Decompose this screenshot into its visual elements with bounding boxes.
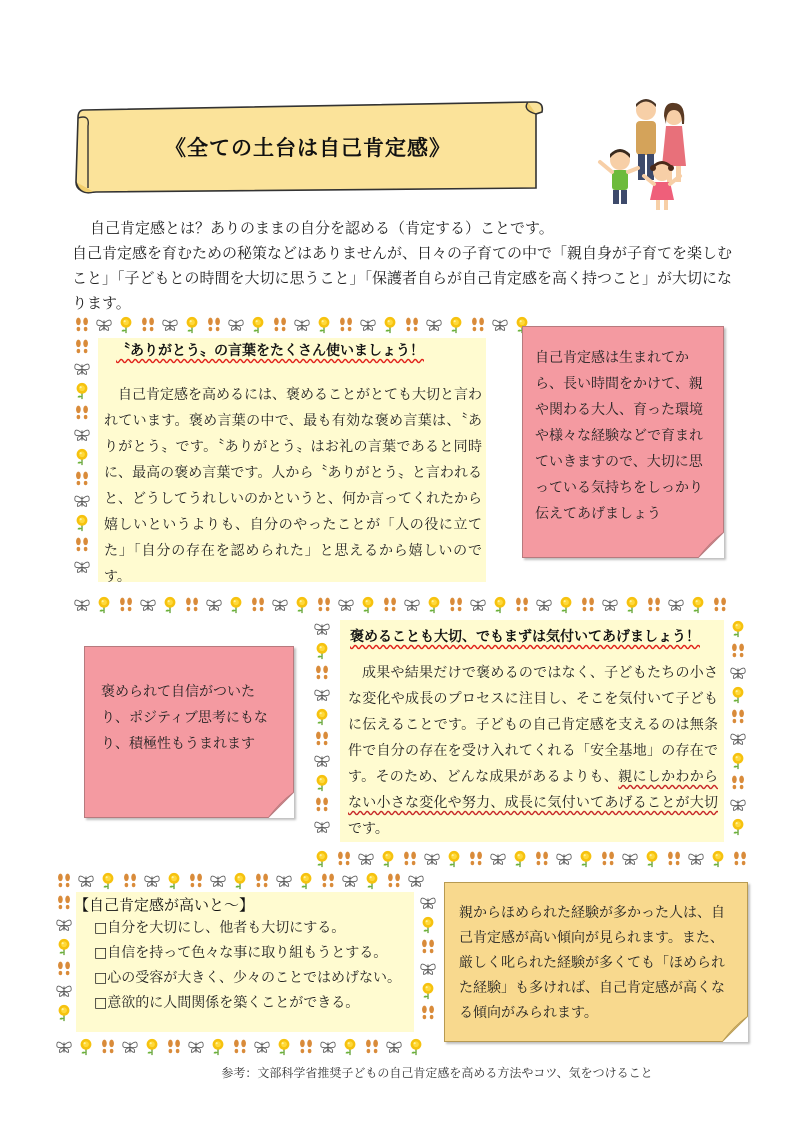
note3-text: 親からほめられた経験が多かった人は、自己肯定感が高い傾向が見られます。また、厳しく叱られた経験が多くても「ほめられた経験」も多ければ、自己肯定感が高くなる傾向がみられます。 [459, 905, 725, 1021]
butterfly-icon [340, 872, 360, 890]
flower-icon [406, 1038, 426, 1056]
butterfly-icon [728, 664, 748, 682]
section3-border-bottom [54, 1038, 438, 1056]
section1-border-top [72, 316, 552, 334]
butterfly-icon [72, 596, 92, 614]
flower-icon [418, 982, 438, 1000]
footprint-icon [312, 664, 332, 682]
butterfly-icon [312, 752, 332, 770]
butterfly-icon [418, 894, 438, 912]
butterfly-icon [226, 316, 246, 334]
butterfly-icon [186, 1038, 206, 1056]
flower-icon [292, 596, 312, 614]
footprint-icon [314, 596, 334, 614]
butterfly-icon [424, 316, 444, 334]
butterfly-icon [138, 596, 158, 614]
butterfly-icon [318, 1038, 338, 1056]
flower-icon [72, 514, 92, 532]
page-fold-icon [268, 792, 294, 818]
flower-icon [358, 596, 378, 614]
footprint-icon [318, 872, 338, 890]
footer-reference: 参考：文部科学省推奨子どもの自己肯定感を高める方法やコツ、気をつけること [221, 1066, 653, 1080]
section3-panel [76, 892, 414, 1032]
butterfly-icon [72, 558, 92, 576]
butterfly-icon [534, 596, 554, 614]
section2-border-right [728, 620, 750, 850]
section2-border-left [312, 620, 334, 850]
footprint-icon [296, 1038, 316, 1056]
butterfly-icon [252, 1038, 272, 1056]
section2-body-after: です。 [348, 821, 389, 837]
flower-icon [312, 850, 332, 868]
butterfly-icon [468, 596, 488, 614]
footprint-icon [54, 960, 74, 978]
flower-icon [362, 872, 382, 890]
butterfly-icon [384, 1038, 404, 1056]
flower-icon [248, 316, 268, 334]
flower-icon [728, 752, 748, 770]
note-pink-1 [522, 326, 724, 558]
footprint-icon [72, 470, 92, 488]
butterfly-icon [94, 316, 114, 334]
butterfly-icon [728, 730, 748, 748]
family-illustration [596, 96, 696, 212]
section1-heading: 〝ありがとう〟の言葉をたくさん使いましょう！ [116, 343, 424, 359]
flower-icon [340, 1038, 360, 1056]
footprint-icon [72, 316, 92, 334]
flower-icon [72, 448, 92, 466]
butterfly-icon [488, 850, 508, 868]
section1-border-bottom [72, 596, 752, 614]
footprint-icon [644, 596, 664, 614]
section2-body-before: 成果や結果だけで褒めるのではなく、子どもたちの小さな変化や成長のプロセスに注目し、そこを気付いて子どもに伝えることです。子どもの自己肯定感を支えるのは無条件で自分の存在を受け入れてくれる「安全基地」の存在です。そのため、どんな成果があるよりも、 [348, 665, 718, 785]
butterfly-icon [160, 316, 180, 334]
title-scroll-banner [70, 96, 546, 200]
note1-text: 自己肯定感は生まれてから、長い時間をかけて、親や関わる大人、育った環境や様々な経験などで育まれていきますので、大切に思っている気持ちをしっかり伝えてあげましょう [535, 350, 703, 522]
flower-icon [556, 596, 576, 614]
footprint-icon [418, 938, 438, 956]
footprint-icon [446, 596, 466, 614]
note2-text: 褒められて自信がついたり、ポジティブ思考にもなり、積極性もうまれます [101, 684, 268, 752]
butterfly-icon [406, 872, 426, 890]
footprint-icon [252, 872, 272, 890]
flower-icon [54, 1004, 74, 1022]
butterfly-icon [358, 316, 378, 334]
flower-icon [688, 596, 708, 614]
checklist-item: □心の受容が大きく、少々のことではめげない。 [94, 970, 401, 986]
footprint-icon [138, 316, 158, 334]
butterfly-icon [204, 596, 224, 614]
flower-icon [94, 596, 114, 614]
intro-line-2: 自己肯定感を育むための秘策などはありませんが、日々の子育ての中で「親自身が子育てを楽しむこと」「子どもとの時間を大切に思うこと」「保護者自らが自己肯定感を高く持つこと」が大切になります。 [72, 244, 733, 312]
flower-icon [312, 708, 332, 726]
butterfly-icon [312, 620, 332, 638]
footprint-icon [270, 316, 290, 334]
butterfly-icon [666, 596, 686, 614]
section3-border-top [54, 872, 438, 890]
footprint-icon [204, 316, 224, 334]
section1-panel [98, 338, 486, 585]
flower-icon [116, 316, 136, 334]
footprint-icon [710, 596, 730, 614]
butterfly-icon [554, 850, 574, 868]
note-tan-3 [444, 882, 748, 1042]
footprint-icon [512, 596, 532, 614]
footprint-icon [248, 596, 268, 614]
flower-icon [490, 596, 510, 614]
checklist-item: □自分を大切にし、他者も大切にする。 [94, 920, 346, 936]
footprint-icon [598, 850, 618, 868]
footprint-icon [728, 642, 748, 660]
flower-icon [576, 850, 596, 868]
butterfly-icon [418, 960, 438, 978]
butterfly-icon [72, 492, 92, 510]
footprint-icon [182, 596, 202, 614]
section2-body-underlined: 親にしかわからない小さな変化や努力、成長に気付いてあげることが大切 [348, 769, 718, 811]
butterfly-icon [72, 360, 92, 378]
flower-icon [98, 872, 118, 890]
flower-icon [314, 316, 334, 334]
section3-heading: 【自己肯定感が高いと～】 [74, 896, 255, 914]
butterfly-icon [54, 1038, 74, 1056]
butterfly-icon [600, 596, 620, 614]
flower-icon [76, 1038, 96, 1056]
butterfly-icon [76, 872, 96, 890]
butterfly-icon [72, 426, 92, 444]
butterfly-icon [312, 686, 332, 704]
flower-icon [142, 1038, 162, 1056]
flower-icon [446, 316, 466, 334]
section3-border-right [418, 894, 440, 1034]
butterfly-icon [620, 850, 640, 868]
section2-body [348, 660, 718, 842]
footprint-icon [54, 872, 74, 890]
footprint-icon [402, 316, 422, 334]
footprint-icon [730, 850, 750, 868]
flower-icon [424, 596, 444, 614]
footprint-icon [418, 1004, 438, 1022]
flower-icon [418, 916, 438, 934]
checklist-item: □意欲的に人間関係を築くことができる。 [94, 995, 360, 1011]
flower-icon [226, 596, 246, 614]
section2-panel [340, 620, 724, 842]
butterfly-icon [422, 850, 442, 868]
flower-icon [164, 872, 184, 890]
flower-icon [160, 596, 180, 614]
footprint-icon [164, 1038, 184, 1056]
butterfly-icon [120, 1038, 140, 1056]
flower-icon [296, 872, 316, 890]
section1-body: 自己肯定感を高めるには、褒めることがとても大切と言われています。褒め言葉の中で、最も有効な褒め言葉は、〝ありがとう〟です。〝ありがとう〟はお礼の言葉であると同時に、最高の褒め言葉です。人から〝ありがとう〟と言われると、どうしてうれしいのかというと、何か言ってくれたから嬉しいというよりも、自分のやったことが「人の役に立てた」「自分の存在を認められた」と思えるから嬉しいのです。 [104, 387, 482, 585]
footprint-icon [54, 894, 74, 912]
footprint-icon [334, 850, 354, 868]
footprint-icon [728, 708, 748, 726]
butterfly-icon [142, 872, 162, 890]
butterfly-icon [292, 316, 312, 334]
flower-icon [622, 596, 642, 614]
footprint-icon [72, 536, 92, 554]
butterfly-icon [728, 796, 748, 814]
footprint-icon [186, 872, 206, 890]
butterfly-icon [54, 982, 74, 1000]
page-fold-icon [698, 532, 724, 558]
footprint-icon [578, 596, 598, 614]
footprint-icon [728, 774, 748, 792]
section3-border-left [54, 894, 76, 1034]
page-title: 《全ての土台は自己肯定感》 [165, 136, 451, 160]
section1-border-left [72, 338, 94, 588]
footprint-icon [466, 850, 486, 868]
footprint-icon [116, 596, 136, 614]
flower-icon [54, 938, 74, 956]
footprint-icon [468, 316, 488, 334]
flower-icon [444, 850, 464, 868]
footprint-icon [336, 316, 356, 334]
footprint-icon [120, 872, 140, 890]
butterfly-icon [402, 596, 422, 614]
footprint-icon [72, 404, 92, 422]
flower-icon [510, 850, 530, 868]
butterfly-icon [686, 850, 706, 868]
flower-icon [230, 872, 250, 890]
butterfly-icon [208, 872, 228, 890]
butterfly-icon [54, 916, 74, 934]
note-pink-2 [84, 646, 294, 818]
butterfly-icon [270, 596, 290, 614]
checklist-item: □自信を持って色々な事に取り組もうとする。 [94, 945, 388, 961]
footprint-icon [230, 1038, 250, 1056]
flower-icon [312, 642, 332, 660]
butterfly-icon [356, 850, 376, 868]
butterfly-icon [336, 596, 356, 614]
flower-icon [208, 1038, 228, 1056]
butterfly-icon [312, 818, 332, 836]
flower-icon [728, 818, 748, 836]
butterfly-icon [274, 872, 294, 890]
flower-icon [182, 316, 202, 334]
footprint-icon [384, 872, 404, 890]
flower-icon [642, 850, 662, 868]
section3-checklist [94, 916, 401, 1016]
footprint-icon [664, 850, 684, 868]
footprint-icon [532, 850, 552, 868]
footprint-icon [362, 1038, 382, 1056]
footprint-icon [380, 596, 400, 614]
section2-heading: 褒めることも大切、でもまずは気付いてあげましょう！ [350, 629, 700, 645]
flower-icon [72, 382, 92, 400]
footprint-icon [98, 1038, 118, 1056]
page-fold-icon [722, 1016, 748, 1042]
flower-icon [728, 686, 748, 704]
flower-icon [274, 1038, 294, 1056]
footprint-icon [72, 338, 92, 356]
footprint-icon [312, 730, 332, 748]
section2-border-bottom [312, 850, 752, 868]
footprint-icon [312, 796, 332, 814]
flower-icon [378, 850, 398, 868]
butterfly-icon [490, 316, 510, 334]
flower-icon [728, 620, 748, 638]
intro-line-1: 自己肯定感とは？ありのままの自分を認める（肯定する）ことです。 [90, 219, 554, 237]
flower-icon [312, 774, 332, 792]
flower-icon [380, 316, 400, 334]
intro-paragraph [72, 216, 732, 316]
flower-icon [708, 850, 728, 868]
footprint-icon [400, 850, 420, 868]
